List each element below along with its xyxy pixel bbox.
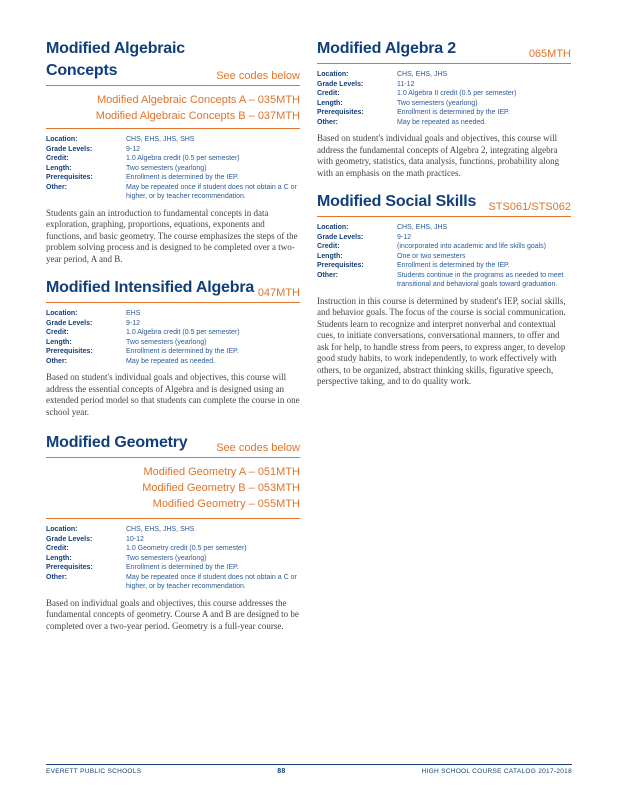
course-title-line2: Concepts	[46, 62, 118, 79]
page-number: 88	[277, 768, 286, 775]
info-label: Grade Levels:	[46, 319, 93, 327]
info-value: 11-12	[397, 80, 415, 88]
info-label: Credit:	[317, 90, 340, 97]
subcode: Modified Algebraic Concepts A – 035MTH	[96, 94, 300, 106]
info-value: Enrollment is determined by the IEP.	[126, 564, 239, 571]
divider	[46, 302, 300, 303]
info-label: Grade Levels:	[46, 535, 93, 543]
page-footer	[46, 764, 572, 775]
course-code: See codes below	[216, 70, 300, 82]
subcode: Modified Algebraic Concepts B – 037MTH	[95, 110, 300, 122]
info-value: CHS, EHS, JHS, SHS	[126, 136, 195, 143]
info-value: 1.0 Algebra credit (0.5 per semester)	[126, 155, 240, 162]
info-value: 1.0 Geometry credit (0.5 per semester)	[126, 545, 247, 552]
info-label: Prerequisites:	[46, 348, 93, 355]
info-value: Enrollment is determined by the IEP.	[126, 174, 239, 181]
info-value: 10-12	[126, 535, 144, 543]
subcode-list	[46, 92, 300, 124]
info-label: Grade Levels:	[317, 80, 364, 88]
info-value: 9-12	[126, 145, 141, 153]
info-label: Location:	[46, 310, 78, 317]
info-value: EHS	[126, 310, 141, 317]
course-info	[46, 135, 300, 202]
info-value: May be repeated once if student does not obtain a C or higher, or by teacher recommendation.	[126, 183, 297, 200]
course-info	[317, 223, 571, 290]
footer-divider	[46, 764, 572, 765]
course-modified-algebra-2	[317, 38, 571, 179]
course-title: Modified Algebra 2	[317, 40, 456, 57]
info-value: CHS, EHS, JHS	[397, 71, 448, 78]
info-value: 9-12	[397, 233, 412, 241]
info-label: Location:	[46, 136, 78, 143]
course-description: Based on student's individual goals and objectives, this course will address the essential concepts of Algebra and is designed using an extended period model so that students can complete the course in one school year.	[46, 372, 300, 417]
info-label: Location:	[317, 71, 349, 78]
info-value: One or two semesters	[397, 252, 466, 260]
subcode-list	[46, 464, 300, 512]
course-info	[46, 525, 300, 592]
info-label: Grade Levels:	[317, 233, 364, 241]
info-value: Two semesters (yearlong)	[126, 164, 207, 172]
subcode: Modified Geometry A – 051MTH	[143, 466, 300, 478]
info-value: Enrollment is determined by the IEP.	[397, 262, 510, 269]
course-title: Modified Geometry	[46, 434, 188, 451]
info-value: Enrollment is determined by the IEP.	[126, 348, 239, 355]
info-label: Prerequisites:	[317, 262, 364, 269]
divider	[317, 216, 571, 217]
info-label: Other:	[46, 573, 67, 581]
divider	[46, 128, 300, 129]
divider	[46, 518, 300, 519]
course-code: STS061/STS062	[488, 201, 571, 213]
course-code: 047MTH	[257, 287, 300, 299]
info-label: Credit:	[46, 545, 69, 552]
course-info	[46, 309, 300, 366]
info-value: Two semesters (yearlong)	[397, 99, 478, 107]
info-label: Credit:	[46, 155, 69, 162]
footer-catalog: HIGH SCHOOL COURSE CATALOG 2017-2018	[421, 768, 572, 775]
info-value: Enrollment is determined by the IEP.	[397, 109, 510, 116]
divider	[46, 457, 300, 458]
info-value: May be repeated once if student does not obtain a C or higher, or by teacher recommendation.	[126, 573, 297, 590]
info-value: CHS, EHS, JHS	[397, 224, 448, 231]
info-value: May be repeated as needed.	[397, 118, 487, 126]
info-value: May be repeated as needed.	[126, 357, 216, 365]
course-info	[317, 70, 571, 127]
course-modified-intensified-algebra	[46, 277, 300, 418]
divider	[46, 85, 300, 86]
info-label: Other:	[317, 118, 338, 126]
info-label: Other:	[317, 271, 338, 279]
info-label: Other:	[46, 183, 67, 191]
info-label: Other:	[46, 357, 67, 365]
course-title: Modified Algebraic	[46, 40, 185, 57]
info-label: Credit:	[317, 243, 340, 250]
info-value: 1.0 Algebra credit (0.5 per semester)	[126, 329, 240, 336]
info-value: Two semesters (yearlong)	[126, 554, 207, 562]
footer-district: EVERETT PUBLIC SCHOOLS	[46, 768, 142, 775]
info-value: (incorporated into academic and life skills goals)	[397, 243, 547, 250]
course-code: See codes below	[216, 442, 300, 454]
info-label: Prerequisites:	[46, 564, 93, 571]
info-label: Location:	[46, 526, 78, 533]
course-title: Modified Intensified Algebra	[46, 279, 255, 296]
info-value: Students continue in the programs as needed to meet transitional and behavioral goals toward graduation.	[397, 271, 564, 288]
divider	[317, 63, 571, 64]
course-description: Students gain an introduction to fundamental concepts in data exploration, graphing, proportions, equations, exponents and functions, and basic geometry. The course emphasizes the steps of the problem solving process and is designed to be completed over a two-year period, A and B.	[46, 207, 298, 264]
info-label: Length:	[46, 338, 72, 346]
course-title: Modified Social Skills	[317, 193, 477, 210]
info-label: Location:	[317, 224, 349, 231]
info-label: Prerequisites:	[46, 174, 93, 181]
subcode: Modified Geometry B – 053MTH	[142, 482, 300, 494]
info-label: Length:	[317, 252, 343, 260]
info-value: Two semesters (yearlong)	[126, 338, 207, 346]
course-description: Based on student's individual goals and objectives, this course will address the fundamental concepts of Algebra 2, integrating algebra with geometry, statistics, data analysis, functions, probability along with an emphasis on the math practices.	[317, 133, 560, 178]
course-modified-social-skills	[317, 191, 571, 388]
left-column	[46, 38, 300, 632]
subcode: Modified Geometry – 055MTH	[152, 498, 300, 510]
right-column	[317, 38, 571, 388]
info-label: Length:	[317, 99, 343, 107]
info-label: Length:	[46, 164, 72, 172]
course-code: 065MTH	[528, 48, 571, 60]
info-value: CHS, EHS, JHS, SHS	[126, 526, 195, 533]
info-label: Prerequisites:	[317, 109, 364, 116]
course-description: Instruction in this course is determined by student's IEP, social skills, and behavior goals. The focus of the course is social communication. Students learn to recognize and interpret nonverbal and contextual cues, to initiate conversations, conversational manners, to offer and ask for help, to handle stress from peers, to express anger, to develop good study habits, to work independently, to work effectively with others, to be organized, abstract thinking skills, figurative speech, perspective taking, and to do quality work.	[317, 295, 566, 386]
course-modified-algebraic-concepts	[46, 38, 300, 265]
info-label: Grade Levels:	[46, 145, 93, 153]
info-value: 1.0 Algebra II credit (0.5 per semester)	[397, 90, 517, 97]
info-value: 9-12	[126, 319, 141, 327]
course-modified-geometry	[46, 432, 300, 632]
info-label: Length:	[46, 554, 72, 562]
course-description: Based on individual goals and objectives, this course addresses the fundamental concepts of geometry. Course A and B are designed to be completed over a two-year period. Geometry is a full-year course.	[46, 597, 299, 631]
info-label: Credit:	[46, 329, 69, 336]
